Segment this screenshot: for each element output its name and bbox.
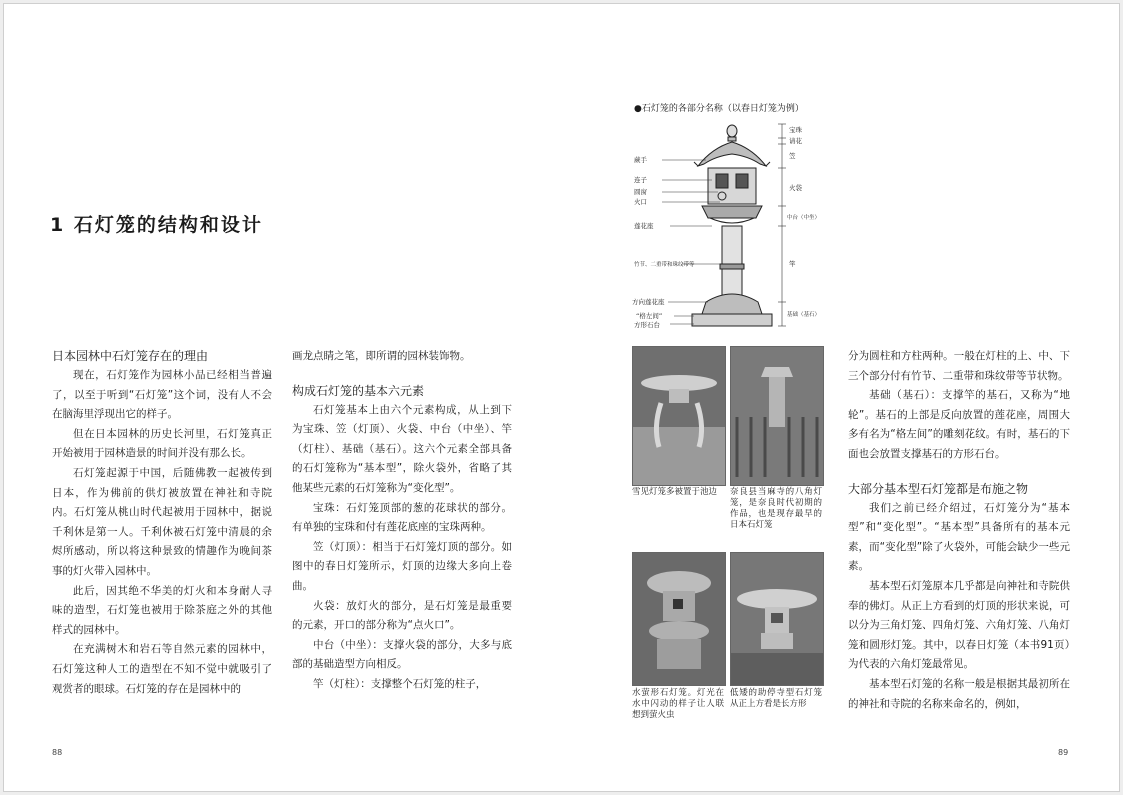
section-heading-reason: 日本园林中石灯笼存在的理由	[52, 349, 209, 363]
label-square-base: 方形石台	[634, 321, 660, 329]
label-lotus-seat: 莲花座	[634, 222, 654, 230]
label-renji: 连子	[634, 176, 647, 184]
label-hibukuro: 火袋	[789, 184, 802, 192]
paragraph: 但在日本园林的历史长河里，石灯笼真正开始被用于园林造景的时间并没有那么长。	[52, 427, 272, 460]
page-number-right: 89	[1058, 748, 1069, 757]
paragraph: 此后，因其绝不华美的灯火和本身耐人寻味的造型，石灯笼也被用于除茶庭之外的其他样式的园林中。	[52, 584, 272, 636]
paragraph: 现在，石灯笼作为园林小品已经相当普遍了，以至于听到“石灯笼”这个词，没有人不会在脑海里浮现出它的样子。	[52, 369, 272, 421]
section-heading-kihon: 大部分基本型石灯笼都是布施之物	[848, 481, 1029, 496]
lantern-diagram	[632, 118, 832, 333]
column-1	[52, 347, 272, 699]
paragraph: 中台（中坐）：支撑火袋的部分，大多与底部的基础造型方向相反。	[292, 638, 512, 671]
paragraph: 火袋：放灯火的部分，是石灯笼是最重要的元素，开口的部分称为“点火口”。	[292, 599, 512, 632]
label-warabite: 蕨手	[634, 156, 647, 164]
label-ukebana: 请花	[789, 137, 802, 145]
paragraph: 基础（基石）：支撑竿的基石，又称为“地轮”。基石的上部是反向放置的莲花座，周围大多有名为“格左间”的雕刻花纹。有时，基石的下面也会放置支撑基石的方形石台。	[848, 389, 1070, 460]
paragraph: 在充满树木和岩石等自然元素的园林中，石灯笼这种人工的造型在不知不觉中就吸引了观赏者的眼球。石灯笼的存在是园林中的	[52, 643, 272, 695]
photo-yukimi-lantern	[632, 346, 726, 486]
label-kasa: 笠	[789, 152, 796, 160]
paragraph: 竿（灯柱）：支撑整个石灯笼的柱子，	[313, 677, 487, 690]
paragraph: 我们之前已经介绍过，石灯笼分为“基本型”和“变化型”。“基本型”具备所有的基本元素，而“变化型”除了火袋外，可能会缺少一些元素。	[848, 501, 1070, 573]
page-number-left: 88	[52, 748, 63, 757]
label-bamboo-joints: 竹节、二重带和珠纹带等	[634, 262, 695, 268]
photo-low-lantern	[730, 552, 824, 686]
label-hoju: 宝珠	[789, 126, 802, 134]
chapter-title: 1 石灯笼的结构和设计	[50, 214, 263, 236]
label-kiso: 基础（基石）	[787, 312, 821, 318]
label-nakadai: 中台（中坐）	[787, 215, 821, 221]
label-sao: 竿	[789, 260, 796, 268]
paragraph: 分为圆柱和方柱两种。一般在灯柱的上、中、下三个部分付有竹节、二重带和珠纹带等节状物。	[848, 350, 1070, 382]
diagram-title: ●石灯笼的各部分名称（以春日灯笼为例）	[634, 104, 804, 114]
paragraph: 笠（灯顶）：相当于石灯笼灯顶的部分。如图中的春日灯笼所示，灯顶的边缘大多向上卷曲。	[292, 540, 512, 592]
paragraph: 宝珠：石灯笼顶部的葱的花球状的部分。有单独的宝珠和付有莲花底座的宝珠两种。	[292, 501, 512, 534]
section-heading-elements: 构成石灯笼的基本六元素	[292, 383, 425, 398]
photo-caption: 雪见灯笼多被置于池边	[632, 487, 718, 497]
label-round-window: 圆窗	[634, 188, 647, 196]
photo-taima-temple-lantern	[730, 346, 824, 486]
photo-caption: 水萤形石灯笼。灯光在水中闪动的样子让人联想到萤火虫	[632, 688, 724, 720]
column-3	[848, 347, 1070, 714]
paragraph: 基本型石灯笼原本几乎都是向神社和寺院供奉的佛灯。从正上方看到的灯顶的形状来说，可以分为三角灯笼、四角灯笼、六角灯笼、八角灯笼和圆形灯笼。其中，以春日灯笼（本书91页）为代表的六角灯笼最常见。	[848, 579, 1070, 671]
paragraph-lead: 画龙点睛之笔，即所谓的园林装饰物。	[292, 350, 471, 362]
column-2	[292, 347, 512, 695]
label-koza: “格左间”	[636, 312, 663, 320]
label-reverse-lotus: 方向莲花座	[632, 298, 665, 306]
label-fire-opening: 火口	[634, 198, 647, 206]
paragraph: 石灯笼起源于中国，后随佛教一起被传到日本，作为佛前的供灯被放置在神社和寺院内。石灯笼从桃山时代起被用于园林中，据说千利休是第一人。千利休被石灯笼中清晨的余烬所感动，所以将这种景致的情趣作为晚间茶事的灯火带入园林中。	[52, 466, 272, 577]
photo-hotaru-lantern	[632, 552, 726, 686]
paragraph: 基本型石灯笼的名称一般是根据其最初所在的神社和寺院的名称来命名的，例如，	[848, 677, 1070, 710]
paragraph: 石灯笼基本上由六个元素构成，从上到下为宝珠、笠（灯顶）、火袋、中台（中坐）、竿（灯柱）、基础（基石）。这六个元素全部具备的石灯笼称为“基本型”，除火袋外，省略了其他某些元素的石灯笼称为“变化型”。	[292, 403, 512, 494]
photo-caption: 低矮的助停寺型石灯笼从正上方看是长方形	[730, 688, 822, 709]
photo-caption: 奈良县当麻寺的八角灯笼，是奈良时代初期的作品，也是现存最早的日本石灯笼	[730, 487, 822, 530]
